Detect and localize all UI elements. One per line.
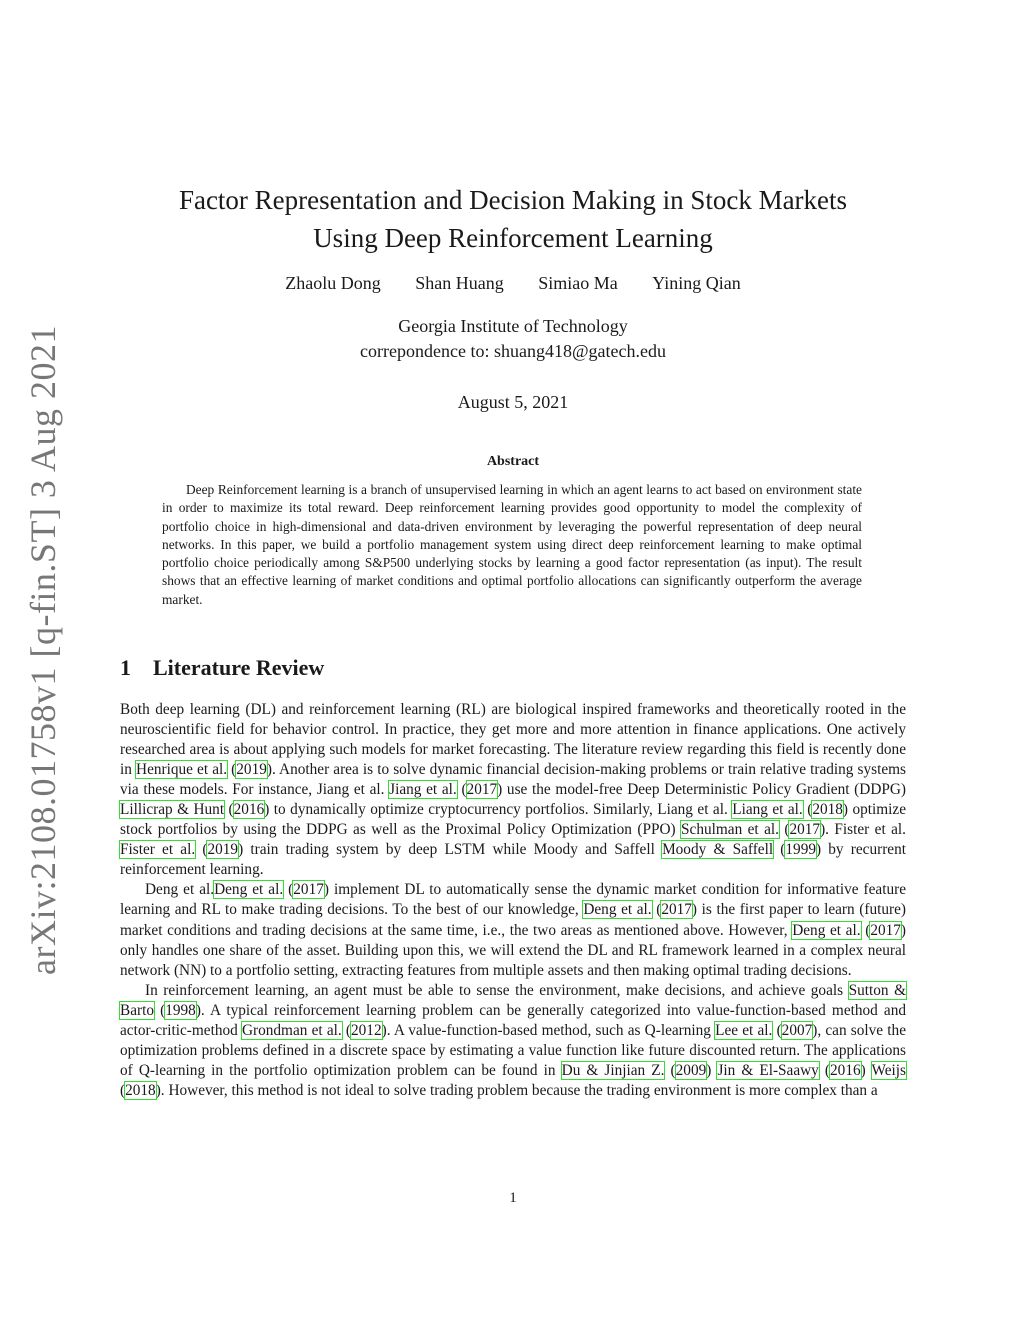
text-run: ). A value-function-based method, such as Q-learning bbox=[381, 1021, 716, 1039]
publication-date: August 5, 2021 bbox=[457, 392, 569, 412]
text-run: ( bbox=[283, 881, 294, 899]
abstract-text: Deep Reinforcement learning is a branch of unsupervised learning in which an agent learns to act based on environment state in order to maximize its total reward. Deep reinforcement learning provides good opportunity to model the complexity of portfolio choice in high-dimensional and data-driven environment by leveraging the powerful representation of deep neural networks. In this paper, we build a portfolio management system using direct deep reinforcement learning to make optimal portfolio choice periodically among S&P500 underlying stocks by learning a good factor representation (as input). The result shows that an effective learning of market conditions and optimal portfolio allocations can significantly outperform the average market. bbox=[162, 482, 862, 607]
text-run: ( bbox=[773, 841, 786, 859]
citation-link[interactable]: 2018 bbox=[125, 1081, 156, 1099]
text-run: ( bbox=[818, 1061, 831, 1079]
text-run: ( bbox=[772, 1021, 782, 1039]
arxiv-identifier: arXiv:2108.01758v1 [q-fin.ST] 3 Aug 2021 bbox=[23, 325, 63, 975]
body-text bbox=[120, 700, 906, 1101]
citation-link[interactable]: 2019 bbox=[236, 761, 267, 779]
citation-link[interactable]: 2016 bbox=[233, 801, 265, 819]
text-run: Both deep learning (DL) and reinforcement learning (RL) are biological inspired frameworks and theoretically rooted in the neuroscientific field for behavior control. In practice, they get more and more attention in finance applications. One actively researched area is about applying such models for market forecasting. The literature review regarding this field is recently done in bbox=[120, 701, 906, 779]
author-name: Yining Qian bbox=[652, 273, 741, 293]
text-run: ) bbox=[860, 1061, 872, 1079]
citation-link[interactable]: Henrique et al. bbox=[136, 761, 228, 779]
text-run: ( bbox=[341, 1021, 351, 1039]
paragraph bbox=[120, 880, 906, 980]
text-run: ) implement DL to automatically sense the dynamic market condition for informative feature learning and RL to make trading decisions. To the best of our knowledge, bbox=[120, 881, 907, 919]
text-run: ) use the model-free Deep Deterministic Policy Gradient (DDPG) bbox=[497, 781, 907, 799]
citation-link[interactable]: 2018 bbox=[812, 801, 843, 819]
citation-link[interactable]: Deng et al. bbox=[792, 921, 861, 939]
citation-link[interactable]: 2017 bbox=[789, 821, 821, 839]
paragraph bbox=[120, 981, 906, 1101]
citation-link[interactable]: 1998 bbox=[165, 1001, 196, 1019]
section-title: Literature Review bbox=[153, 655, 325, 680]
affiliation: Georgia Institute of Technology bbox=[398, 316, 628, 336]
citation-link[interactable]: 2012 bbox=[351, 1021, 382, 1039]
author-name: Simiao Ma bbox=[538, 273, 618, 293]
citation-link[interactable]: Fister et al. bbox=[120, 841, 196, 859]
citation-link[interactable]: 1999 bbox=[785, 841, 816, 859]
citation-link[interactable]: 2017 bbox=[293, 881, 324, 899]
text-run: ). A typical reinforcement learning problem can be generally categorized into value-function-based method and actor-critic-method bbox=[120, 1001, 906, 1039]
author-name: Shan Huang bbox=[415, 273, 504, 293]
citation-link[interactable]: Liang et al. bbox=[732, 801, 803, 819]
paper-title bbox=[120, 181, 906, 257]
text-run: ( bbox=[227, 761, 237, 779]
text-run: ( bbox=[120, 1081, 126, 1099]
citation-link[interactable]: Lillicrap & Hunt bbox=[120, 801, 225, 819]
citation-link[interactable]: Sutton & Barto bbox=[120, 981, 906, 1019]
title-line: Using Deep Reinforcement Learning bbox=[313, 223, 713, 253]
text-run: ( bbox=[778, 821, 790, 839]
section-heading bbox=[120, 655, 324, 681]
citation-link[interactable]: Deng et al. bbox=[214, 881, 284, 899]
text-run: In reinforcement learning, an agent must be able to sense the environment, make decisions, and achieve goals bbox=[145, 981, 849, 999]
title-line: Factor Representation and Decision Making in Stock Markets bbox=[178, 185, 848, 215]
author-name: Zhaolu Dong bbox=[285, 273, 381, 293]
citation-link[interactable]: Weijs bbox=[871, 1061, 906, 1079]
text-run: ( bbox=[860, 921, 871, 939]
text-run: Deng et al. bbox=[145, 881, 215, 899]
text-run: ( bbox=[802, 801, 813, 819]
text-run: ( bbox=[224, 801, 234, 819]
correspondence: correpondence to: shuang418@gatech.edu bbox=[360, 341, 666, 361]
text-run: ). However, this method is not ideal to solve trading problem because the trading environment is more complex than a bbox=[155, 1081, 878, 1099]
citation-link[interactable]: Du & Jinjian Z. bbox=[561, 1061, 665, 1079]
text-run: ( bbox=[651, 901, 662, 919]
author-list bbox=[120, 273, 906, 294]
citation-link[interactable]: 2009 bbox=[675, 1061, 707, 1079]
page-number: 1 bbox=[509, 1190, 517, 1206]
text-run: ) to dynamically optimize cryptocurrency portfolios. Similarly, Liang et al. bbox=[264, 801, 733, 819]
text-run: ), can solve the optimization problems defined in a discrete space by estimating a value function like future discounted return. The applications of Q-learning in the portfolio optimization problem can be found in bbox=[120, 1021, 906, 1079]
text-run: ( bbox=[195, 841, 208, 859]
text-run: ). Another area is to solve dynamic financial decision-making problems or train relative trading systems via these models. For instance, Jiang et al. bbox=[120, 761, 906, 799]
text-run: ) optimize stock portfolios by using the DDPG as well as the Proximal Policy Optimization (PPO) bbox=[120, 801, 907, 839]
citation-link[interactable]: Deng et al. bbox=[583, 901, 652, 919]
citation-link[interactable]: 2017 bbox=[661, 901, 692, 919]
citation-link[interactable]: Jiang et al. bbox=[389, 781, 457, 799]
text-run: ) train trading system by deep LSTM while Moody and Saffell bbox=[238, 841, 663, 859]
citation-link[interactable]: 2017 bbox=[466, 781, 498, 799]
citation-link[interactable]: Jin & El-Saawy bbox=[717, 1061, 819, 1079]
section-number: 1 bbox=[120, 655, 131, 680]
text-run: ) only handles one share of the asset. Building upon this, we will extend the DL and RL framework learned in a complex neural network (NN) to a portfolio setting, extracting features from multiple assets and then making optimal trading decisions. bbox=[120, 921, 907, 979]
text-run: ) is the first paper to learn (future) market conditions and trading decisions at the same time, i.e., the two areas as mentioned above. However, bbox=[120, 901, 906, 939]
paragraph bbox=[120, 700, 906, 880]
citation-link[interactable]: Schulman et al. bbox=[681, 821, 779, 839]
citation-link[interactable]: Lee et al. bbox=[715, 1021, 773, 1039]
text-run: ( bbox=[456, 781, 467, 799]
citation-link[interactable]: 2019 bbox=[207, 841, 239, 859]
citation-link[interactable]: Moody & Saffell bbox=[662, 841, 774, 859]
citation-link[interactable]: 2016 bbox=[830, 1061, 861, 1079]
citation-link[interactable]: 2017 bbox=[870, 921, 901, 939]
text-run: ) bbox=[706, 1061, 718, 1079]
text-run: ( bbox=[664, 1061, 676, 1079]
citation-link[interactable]: Grondman et al. bbox=[241, 1021, 342, 1039]
text-run: ). Fister et al. bbox=[820, 821, 906, 839]
text-run: ( bbox=[154, 1001, 166, 1019]
abstract-heading: Abstract bbox=[486, 454, 540, 469]
citation-link[interactable]: 2007 bbox=[781, 1021, 813, 1039]
affiliation-block bbox=[120, 314, 906, 364]
text-run: ) by recurrent reinforcement learning. bbox=[120, 841, 906, 879]
